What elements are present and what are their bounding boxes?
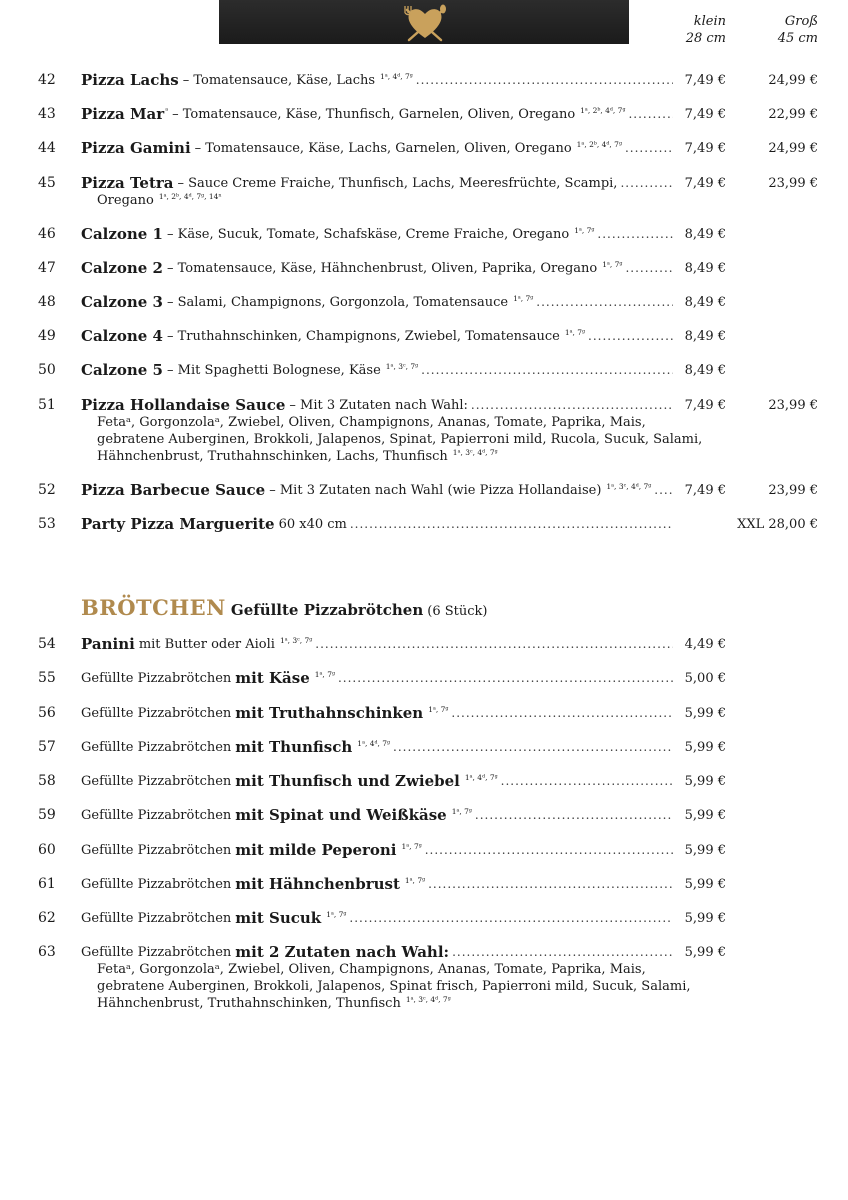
item-line xyxy=(81,362,673,379)
item-description-continued: Hähnchenbrust, Truthahnschinken, Lachs, Thunfisch $^{1ᵃ, 3ᶜ, 4ᵈ, 7ᵍ}$ xyxy=(97,448,498,464)
dot-leader xyxy=(428,876,673,893)
item-line xyxy=(81,175,673,192)
size-large-dim: 45 cm xyxy=(777,31,818,46)
item-name: Party Pizza Marguerite xyxy=(81,516,275,533)
item-name: Calzone 4 xyxy=(81,328,163,345)
price-large: 23,99 € xyxy=(768,176,818,191)
item-allergens: 1ᵃ, 7ᵍ xyxy=(513,294,534,303)
section-header-broetchen xyxy=(81,595,487,621)
item-description-continued: Oregano $^{1ᵃ, 2ᵇ, 4ᵈ, 7ᵍ, 14^n}$ xyxy=(97,192,222,208)
size-small-dim: 28 cm xyxy=(685,31,726,46)
item-description: – Truthahnschinken, Champignons, Zwiebel, Tomatensauce xyxy=(167,329,560,344)
item-name: mit Sucuk xyxy=(235,910,322,927)
dot-leader xyxy=(393,739,673,756)
item-name: mit Käse xyxy=(235,670,310,687)
price-large: 24,99 € xyxy=(768,141,818,156)
dot-leader xyxy=(451,705,673,722)
item-allergens: 1ᵃ, 3ᶜ, 4ᵈ, 7ᵍ xyxy=(405,995,451,1004)
item-name: mit Spinat und Weißkäse xyxy=(235,807,447,824)
item-line xyxy=(81,876,673,893)
section-note: (6 Stück) xyxy=(427,604,488,619)
item-line xyxy=(81,807,673,824)
item-description: 60 x40 cm xyxy=(278,517,347,532)
item-name: Calzone 5 xyxy=(81,362,163,379)
item-description: – Salami, Champignons, Gorgonzola, Tomatensauce xyxy=(167,295,509,310)
price: 5,99 € xyxy=(684,740,726,755)
size-large-label: Groß xyxy=(784,14,818,29)
item-name-marker: ᵃ xyxy=(165,106,169,115)
item-number: 47 xyxy=(38,260,56,276)
item-prefix: Gefüllte Pizzabrötchen xyxy=(81,945,232,960)
item-name: mit milde Peperoni xyxy=(235,842,397,859)
item-name: mit Truthahnschinken xyxy=(235,705,424,722)
item-number: 44 xyxy=(38,140,56,156)
item-line xyxy=(81,773,673,790)
dot-leader xyxy=(425,842,673,859)
item-number: 50 xyxy=(38,362,56,378)
dot-leader xyxy=(471,397,673,414)
price-large: 23,99 € xyxy=(768,398,818,413)
dot-leader xyxy=(536,294,673,311)
item-description: mit Butter oder Aioli xyxy=(138,637,275,652)
item-allergens: 1ᵃ, 7ᵍ xyxy=(404,876,426,885)
item-description: – Mit Spaghetti Bolognese, Käse xyxy=(167,363,381,378)
dot-leader xyxy=(349,910,673,927)
item-allergens: 1ᵃ, 2ᵇ, 4ᵈ, 7ᵍ, 14ⁿ xyxy=(158,192,222,201)
item-line xyxy=(81,670,673,687)
item-allergens: 1ᵃ, 4ᵈ, 7ᵍ xyxy=(357,739,391,748)
dot-leader xyxy=(475,807,673,824)
item-prefix: Gefüllte Pizzabrötchen xyxy=(81,877,232,892)
item-prefix: Gefüllte Pizzabrötchen xyxy=(81,774,232,789)
item-line xyxy=(81,397,673,414)
item-number: 63 xyxy=(38,944,56,960)
item-allergens: 1ᵃ, 7ᵍ xyxy=(326,910,347,919)
item-description-continued: Hähnchenbrust, Truthahnschinken, Thunfisch $^{1ᵃ, 3ᶜ, 4ᵈ, 7ᵍ}$ xyxy=(97,995,451,1011)
size-small-header xyxy=(666,13,726,47)
item-name: Pizza Barbecue Sauce xyxy=(81,482,266,499)
item-allergens: 1ᵃ, 7ᵍ xyxy=(451,807,472,816)
price-large: 24,99 € xyxy=(768,73,818,88)
item-line xyxy=(81,944,673,961)
item-description: – Tomatensauce, Käse, Lachs xyxy=(182,73,376,88)
item-number: 45 xyxy=(38,175,56,191)
item-number: 53 xyxy=(38,516,56,532)
item-name: Calzone 3 xyxy=(81,294,163,311)
item-description: – Tomatensauce, Käse, Hähnchenbrust, Oliven, Paprika, Oregano xyxy=(167,261,598,276)
price-small: 7,49 € xyxy=(684,107,726,122)
price-small: 7,49 € xyxy=(684,483,726,498)
dot-leader xyxy=(501,773,673,790)
item-number: 58 xyxy=(38,773,56,789)
price-small: 7,49 € xyxy=(684,73,726,88)
price: 5,00 € xyxy=(684,671,726,686)
price: 5,99 € xyxy=(684,706,726,721)
item-allergens: 1ᵃ, 7ᵍ xyxy=(574,226,595,235)
item-allergens: 1ᵃ, 3ᶜ, 4ᵈ, 7ᵍ xyxy=(606,482,652,491)
size-small-label: klein xyxy=(693,14,726,29)
price-small: 8,49 € xyxy=(684,261,726,276)
item-prefix: Gefüllte Pizzabrötchen xyxy=(81,911,232,926)
price-small: 8,49 € xyxy=(684,227,726,242)
item-name: Calzone 1 xyxy=(81,226,163,243)
size-large-header xyxy=(756,13,818,47)
item-number: 48 xyxy=(38,294,56,310)
item-name: Panini xyxy=(81,636,135,653)
price-large: 23,99 € xyxy=(768,483,818,498)
item-description: – Sauce Creme Fraiche, Thunfisch, Lachs, Meeresfrüchte, Scampi, xyxy=(177,176,618,191)
header-banner xyxy=(219,0,629,44)
item-description: – Mit 3 Zutaten nach Wahl: xyxy=(289,398,468,413)
item-name: Pizza Gamini xyxy=(81,140,191,157)
price: 5,99 € xyxy=(684,808,726,823)
item-name: Pizza Mar xyxy=(81,106,165,123)
item-number: 52 xyxy=(38,482,56,498)
item-name: mit Thunfisch und Zwiebel xyxy=(235,773,460,790)
dot-leader xyxy=(416,72,673,89)
price: 5,99 € xyxy=(684,774,726,789)
item-line xyxy=(81,516,673,533)
item-number: 51 xyxy=(38,397,56,413)
price-small: 8,49 € xyxy=(684,363,726,378)
price-small: 8,49 € xyxy=(684,295,726,310)
item-line xyxy=(81,140,673,157)
item-allergens: 1ᵃ, 3ᶜ, 4ᵈ, 7ᵍ xyxy=(452,448,498,457)
item-name: Pizza Tetra xyxy=(81,175,174,192)
item-number: 46 xyxy=(38,226,56,242)
item-number: 55 xyxy=(38,670,56,686)
item-description-continued: gebratene Auberginen, Brokkoli, Jalapenos, Spinat frisch, Papierroni mild, Sucuk, Salami, xyxy=(97,979,691,994)
item-allergens: 1ᵃ, 2ᵇ, 4ᵈ, 7ᵍ xyxy=(580,106,626,115)
item-description: – Käse, Sucuk, Tomate, Schafskäse, Creme Fraiche, Oregano xyxy=(167,227,570,242)
item-allergens: 1ᵃ, 7ᵍ xyxy=(602,260,623,269)
item-allergens: 1ᵃ, 3ᶜ, 7ᵍ xyxy=(279,636,313,645)
price: 4,49 € xyxy=(684,637,726,652)
item-line xyxy=(81,705,673,722)
item-number: 59 xyxy=(38,807,56,823)
item-prefix: Gefüllte Pizzabrötchen xyxy=(81,808,232,823)
item-name: Pizza Lachs xyxy=(81,72,179,89)
item-name: mit Thunfisch xyxy=(235,739,353,756)
item-description: – Tomatensauce, Käse, Thunfisch, Garnelen, Oliven, Oregano xyxy=(172,107,576,122)
price: 5,99 € xyxy=(684,945,726,960)
dot-leader xyxy=(338,670,673,687)
price-small: 8,49 € xyxy=(684,329,726,344)
item-name: mit Hähnchenbrust xyxy=(235,876,400,893)
item-line xyxy=(81,328,673,345)
item-number: 54 xyxy=(38,636,56,652)
dot-leader xyxy=(350,516,673,533)
item-line xyxy=(81,482,673,499)
item-line xyxy=(81,739,673,756)
section-subtitle: Gefüllte Pizzabrötchen xyxy=(230,601,424,619)
item-description: – Mit 3 Zutaten nach Wahl (wie Pizza Hollandaise) xyxy=(269,483,602,498)
price-small: 7,49 € xyxy=(684,176,726,191)
item-number: 62 xyxy=(38,910,56,926)
item-prefix: Gefüllte Pizzabrötchen xyxy=(81,706,232,721)
item-description-continued: Fetaᵃ, Gorgonzolaᵃ, Zwiebel, Oliven, Champignons, Ananas, Tomate, Paprika, Mais, xyxy=(97,962,646,977)
item-number: 60 xyxy=(38,842,56,858)
item-allergens: 1ᵃ, 4ᵈ, 7ᵍ xyxy=(380,72,413,81)
item-line xyxy=(81,106,673,123)
section-title: BRÖTCHEN xyxy=(81,595,226,620)
price-small: 7,49 € xyxy=(684,141,726,156)
dot-leader xyxy=(452,944,673,961)
item-prefix: Gefüllte Pizzabrötchen xyxy=(81,740,232,755)
item-allergens: 1ᵃ, 2ᵇ, 4ᵈ, 7ᵍ xyxy=(576,140,622,149)
price: 5,99 € xyxy=(684,877,726,892)
item-name: Calzone 2 xyxy=(81,260,163,277)
item-description: – Tomatensauce, Käse, Lachs, Garnelen, Oliven, Oregano xyxy=(194,141,572,156)
item-line xyxy=(81,72,673,89)
dot-leader xyxy=(421,362,673,379)
item-allergens: 1ᵃ, 7ᵍ xyxy=(401,842,422,851)
item-number: 49 xyxy=(38,328,56,344)
item-line xyxy=(81,842,673,859)
item-line xyxy=(81,910,673,927)
item-allergens: 1ᵃ, 7ᵍ xyxy=(564,328,586,337)
item-description-continued: gebratene Auberginen, Brokkoli, Jalapenos, Spinat, Papierroni mild, Rucola, Sucuk, Salami, xyxy=(97,432,703,447)
item-prefix: Gefüllte Pizzabrötchen xyxy=(81,671,232,686)
item-number: 42 xyxy=(38,72,56,88)
dot-leader xyxy=(315,636,673,653)
item-allergens: 1ᵃ, 4ᵈ, 7ᵍ xyxy=(464,773,498,782)
item-allergens: 1ᵃ, 7ᵍ xyxy=(314,670,335,679)
price-large: XXL 28,00 € xyxy=(737,517,818,532)
price-large: 22,99 € xyxy=(768,107,818,122)
price: 5,99 € xyxy=(684,911,726,926)
item-line xyxy=(81,294,673,311)
price-small: 7,49 € xyxy=(684,398,726,413)
item-name: Pizza Hollandaise Sauce xyxy=(81,397,286,414)
item-line xyxy=(81,260,673,277)
item-number: 43 xyxy=(38,106,56,122)
item-allergens: 1ᵃ, 7ᵍ xyxy=(428,705,449,714)
item-line xyxy=(81,226,673,243)
item-number: 57 xyxy=(38,739,56,755)
item-number: 61 xyxy=(38,876,56,892)
item-description-continued: Fetaᵃ, Gorgonzolaᵃ, Zwiebel, Oliven, Champignons, Ananas, Tomate, Paprika, Mais, xyxy=(97,415,646,430)
item-allergens: 1ᵃ, 3ᶜ, 7ᵍ xyxy=(385,362,419,371)
item-number: 56 xyxy=(38,705,56,721)
item-name: mit 2 Zutaten nach Wahl: xyxy=(235,944,450,961)
heart-fork-spoon-icon xyxy=(403,4,447,42)
item-prefix: Gefüllte Pizzabrötchen xyxy=(81,843,232,858)
item-line xyxy=(81,636,673,653)
price: 5,99 € xyxy=(684,843,726,858)
